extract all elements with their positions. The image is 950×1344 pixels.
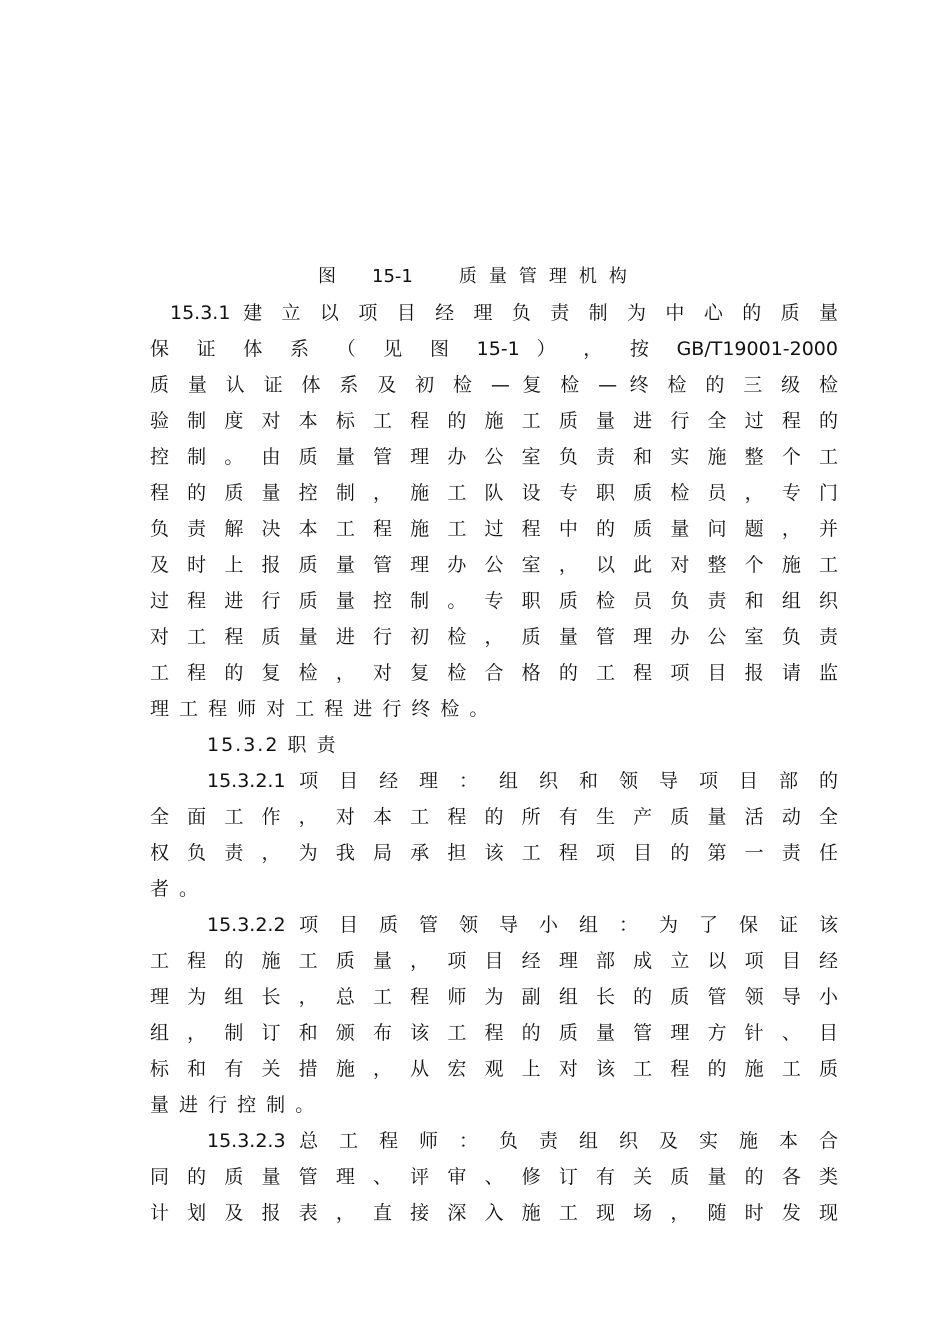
figure-caption xyxy=(318,262,639,292)
paragraph-line: 组 ， 制 订 和 颁 布 该 工 程 的 质 量 管 理 方 针 、 目 xyxy=(150,1022,838,1044)
paragraph-line: 质 量 认 证 体 系 及 初 检 — 复 检 — 终 检 的 三 级 检 xyxy=(150,374,838,396)
subsection-heading-15-3-2-1: 15.3.2.1 项 目 经 理 ： 组 织 和 领 导 项 目 部 的 xyxy=(207,770,838,792)
figure-title: 质量管理机构 xyxy=(458,266,639,287)
paragraph-line: 理 工 程 师 对 工 程 进 行 终 检 。 xyxy=(150,698,491,720)
paragraph-line: 计 划 及 报 表 ， 直 接 深 入 施 工 现 场 ， 随 时 发 现 xyxy=(150,1202,838,1224)
paragraph-line: 及 时 上 报 质 量 管 理 办 公 室 ， 以 此 对 整 个 施 工 xyxy=(150,554,838,576)
paragraph-line: 验 制 度 对 本 标 工 程 的 施 工 质 量 进 行 全 过 程 的 xyxy=(150,410,838,432)
paragraph-line: 工 程 的 复 检 ， 对 复 检 合 格 的 工 程 项 目 报 请 监 xyxy=(150,662,838,684)
paragraph-line: 同 的 质 量 管 理 、 评 审 、 修 订 有 关 质 量 的 各 类 xyxy=(150,1166,838,1188)
paragraph-line: 过 程 进 行 质 量 控 制 。 专 职 质 检 员 负 责 和 组 织 xyxy=(150,590,838,612)
paragraph-line: 全 面 工 作 ， 对 本 工 程 的 所 有 生 产 质 量 活 动 全 xyxy=(150,806,838,828)
paragraph-line: 控 制 。 由 质 量 管 理 办 公 室 负 责 和 实 施 整 个 工 xyxy=(150,446,838,468)
subsection-heading-15-3-2-2: 15.3.2.2 项 目 质 管 领 导 小 组 ： 为 了 保 证 该 xyxy=(207,914,838,936)
paragraph-line: 量 进 行 控 制 。 xyxy=(150,1094,317,1116)
paragraph-line: 标 和 有 关 措 施 ， 从 宏 观 上 对 该 工 程 的 施 工 质 xyxy=(150,1058,838,1080)
paragraph-line: 者 。 xyxy=(150,878,201,900)
paragraph-line: 对 工 程 质 量 进 行 初 检 ， 质 量 管 理 办 公 室 负 责 xyxy=(150,626,838,648)
paragraph-line: 程 的 质 量 控 制 ， 施 工 队 设 专 职 质 检 员 ， 专 门 xyxy=(150,482,838,504)
paragraph-line: 权 负 责 ， 为 我 局 承 担 该 工 程 项 目 的 第 一 责 任 xyxy=(150,842,838,864)
section-heading-15-3-2: 15.3.2 职 责 xyxy=(207,734,338,756)
subsection-heading-15-3-2-3: 15.3.2.3 总 工 程 师 ： 负 责 组 织 及 实 施 本 合 xyxy=(207,1130,838,1152)
section-heading-15-3-1: 15.3.1 建 立 以 项 目 经 理 负 责 制 为 中 心 的 质 量 xyxy=(170,302,838,324)
paragraph-line: 负 责 解 决 本 工 程 施 工 过 程 中 的 质 量 问 题 ， 并 xyxy=(150,518,838,540)
figure-number: 15-1 xyxy=(372,266,413,287)
paragraph-line: 保 证 体 系 （ 见 图 15-1 ） ， 按 GB/T19001-2000 xyxy=(150,338,838,360)
paragraph-line: 理 为 组 长 ， 总 工 程 师 为 副 组 长 的 质 管 领 导 小 xyxy=(150,986,838,1008)
figure-label: 图 xyxy=(318,266,336,287)
paragraph-line: 工 程 的 施 工 质 量 ， 项 目 经 理 部 成 立 以 项 目 经 xyxy=(150,950,838,972)
